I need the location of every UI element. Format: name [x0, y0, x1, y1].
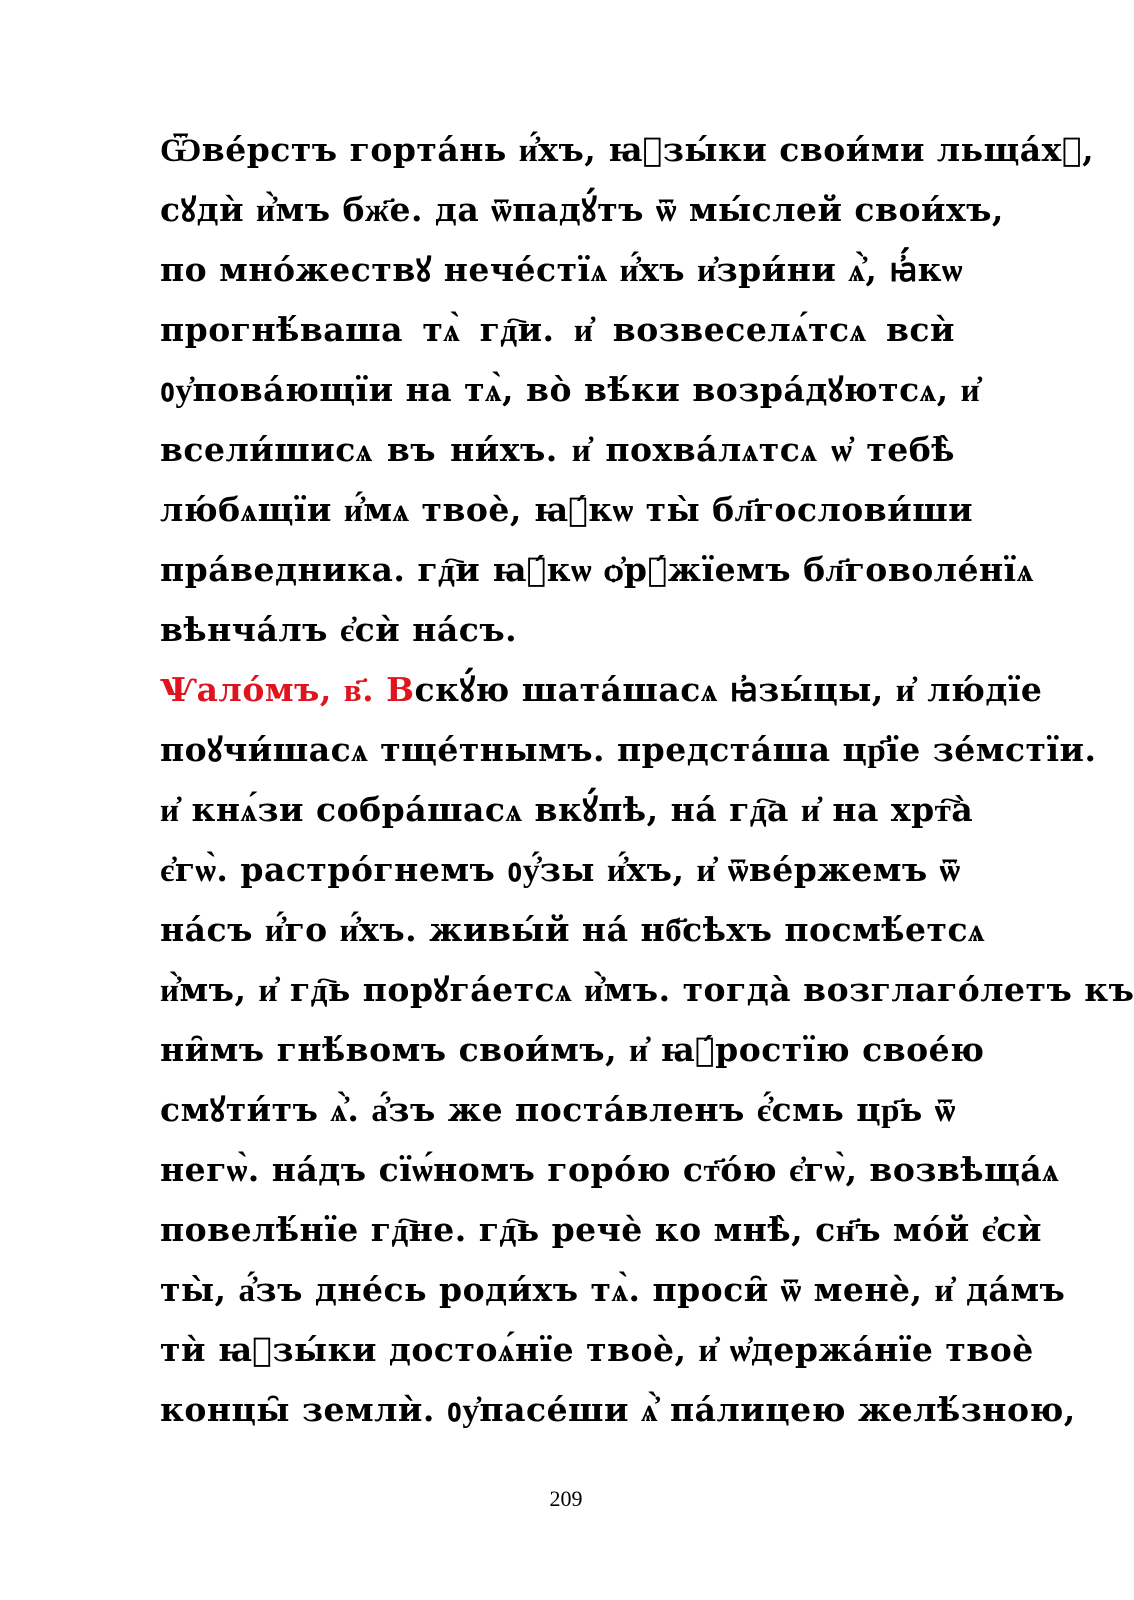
text-line: негѡ̀. на́дъ сїѡ́номъ горо́ю ст҃о́ю є҆гѡ̀, возвѣща́ѧ: [160, 1150, 1060, 1189]
text-line: и҆ кнѧ́зи собра́шасѧ вкꙋ́пѣ, на́ гд҇а и҆ на хрт҇а̀: [160, 790, 974, 829]
text-line: концы̑ землѝ. ᲂу҆пасе́ши ѧ҆̀ па́лицею желѣ́зною,: [160, 1390, 1076, 1429]
psalm-text-block: [160, 120, 1134, 1440]
text-line: прогнѣ́ваша тѧ̀ гд҇и. и҆ возвеселѧ́тсѧ всѝ: [160, 310, 955, 349]
text-line: пра́ведника. гд҇и ꙗ҆́кѡ ѻ҆рꙋ́жїемъ бл҃говоле́нїѧ: [160, 550, 1034, 589]
text-line: Ѿве́рстъ горта́нь и҆́хъ, ꙗ҆зы́ки свои́ми льща́хꙋ,: [160, 130, 1095, 169]
text-line: вѣнча́лъ є҆сѝ на́съ.: [160, 610, 518, 649]
text-line: лю́бѧщїи и҆́мѧ твоѐ, ꙗ҆́кѡ ты̀ бл҃гослови́ши: [160, 490, 974, 529]
psalm-heading: Ѱало́мъ, в҃.: [160, 670, 375, 709]
text-line: поꙋчи́шасѧ тще́тнымъ. предста́ша цр҃їе зе́мстїи.: [160, 730, 1097, 769]
page-number: 209: [549, 1486, 583, 1511]
text-line: тѝ ꙗ҆зы́ки достоѧ́нїе твоѐ, и҆ ѡ҆держа́нїе твоѐ: [160, 1330, 1034, 1369]
text-line: сꙋдѝ и҆̀мъ бж҃е. да ѿпадꙋ́тъ ѿ мы́слей свои́хъ,: [160, 190, 1004, 229]
psalm-heading-line: [160, 660, 1043, 720]
text-line: ᲂу҆пова́ющїи на тѧ̀, во̀ вѣ́ки возра́дꙋютсѧ, и҆: [160, 370, 981, 409]
text-line: всели́шисѧ въ ни́хъ. и҆ похва́лѧтсѧ ѡ҆ тебѣ̀: [160, 430, 955, 469]
text-line: ты̀, а҆́зъ дне́сь роди́хъ тѧ̀. проси̑ ѿ менѐ, и҆ да́мъ: [160, 1270, 1066, 1309]
drop-initial: В: [386, 670, 415, 709]
text-line: и҆̀мъ, и҆ гд҇ь порꙋга́етсѧ и҆̀мъ. тогда̀ возглаго́летъ къ: [160, 970, 1134, 1009]
first-line-text: скꙋ́ю шата́шасѧ ꙗ҆зы́цы, и҆ лю́дїе: [414, 670, 1043, 709]
text-line: повелѣ́нїе гд҇не. гд҇ь речѐ ко мнѣ̀, сн҃ъ мо́й є҆сѝ: [160, 1210, 1042, 1249]
text-line: на́съ и҆́го и҆́хъ. живы́й на́ нб҃сѣхъ посмѣ́етсѧ: [160, 910, 986, 949]
text-line: ни̑мъ гнѣ́вомъ свои́мъ, и҆ ꙗ҆́ростїю свое́ю: [160, 1030, 985, 1069]
text-line: є҆гѡ̀. растро́гнемъ ᲂу҆́зы и҆́хъ, и҆ ѿве́ржемъ ѿ: [160, 850, 961, 889]
text-line: смꙋти́тъ ѧ҆̀. а҆́зъ же поста́вленъ є҆́смь цр҃ь ѿ: [160, 1090, 956, 1129]
text-line: по мно́жествꙋ нече́стїѧ и҆́хъ и҆зри́ни ѧ҆̀, ꙗ҆́кѡ: [160, 250, 963, 289]
